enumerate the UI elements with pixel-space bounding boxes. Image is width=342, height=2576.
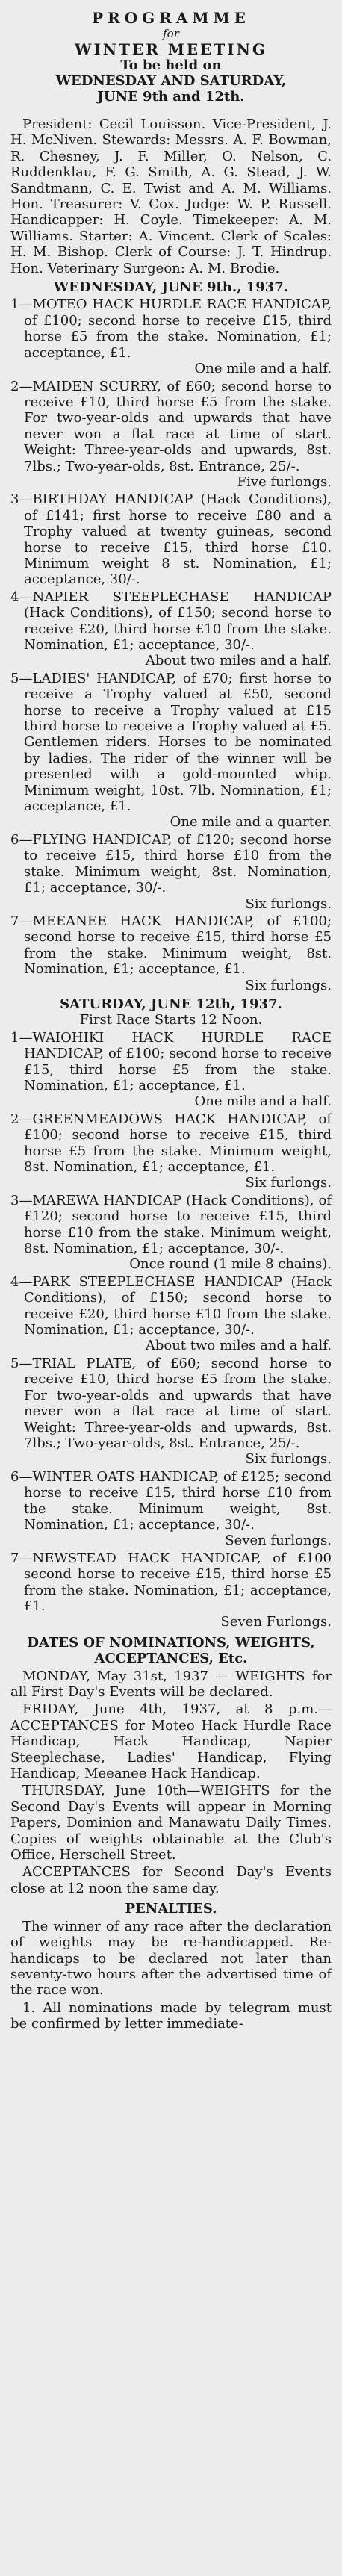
day2-race-1-distance: One mile and a half. — [194, 1093, 332, 1110]
penalties-paragraph-2: 1. All nominations made by telegram must be confirmed by letter immediate- — [10, 1999, 332, 2032]
nominations-paragraph-4: ACCEPTANCES for Second Day's Events close at 12 noon the same day. — [10, 1864, 332, 1896]
day2-race-7-distance: Seven Furlongs. — [220, 1614, 332, 1630]
nominations-paragraph-2: FRIDAY, June 4th, 1937, at 8 p.m.— ACCEPTANCES for Moteo Hack Hurdle Race Handicap, Hack Handicap, Napier Steeplechase, Ladies' Handicap, Flying Handicap, Meeanee Hack Handicap. — [10, 1701, 332, 1782]
day2-race-5-distance: Six furlongs. — [245, 1451, 332, 1468]
day1-race-7: 7—MEEANEE HACK HANDICAP, of £100; second horse to receive £15, third horse £5 from the stake. Minimum weight, 8st. Nomination, £1; acceptance, £1. — [10, 913, 332, 978]
meeting-days: WEDNESDAY AND SATURDAY, — [55, 73, 287, 89]
day1-race-5: 5—LADIES' HANDICAP, of £70; first horse to receive a Trophy valued at £50, second horse to receive a Trophy valued at £15 third horse to receive a Trophy valued at £5. Gentlemen riders. Horses to be nominated by ladies. The rider of the winner will be presented with a gold-mounted whip. Minimum weight, 10st. 7lb. Nomination, £1; acceptance, £1. — [10, 670, 332, 815]
day1-heading: WEDNESDAY, JUNE 9th., 1937. — [53, 279, 289, 296]
day2-race-4: 4—PARK STEEPLECHASE HANDICAP (Hack Conditions), of £150; second horse to receive £20, third horse £10 from the stake. Nomination, £1; acceptance, 30/-. — [10, 1273, 332, 1338]
day2-race-3-distance: Once round (1 mile 8 chains). — [129, 1256, 332, 1273]
for-line: for — [163, 27, 179, 40]
day2-race-list — [10, 1030, 332, 1630]
day2-race-7: 7—NEWSTEAD HACK HANDICAP, of £100 second horse to receive £15, third horse £5 from the stake. Nomination, £1; acceptance, £1. — [10, 1550, 332, 1614]
day1-race-4-distance: About two miles and a half. — [145, 653, 332, 669]
day2-race-6-distance: Seven furlongs. — [225, 1533, 332, 1549]
day1-race-6: 6—FLYING HANDICAP, of £120; second horse to receive £15, third horse £10 from the stake. Minimum weight, 8st. Nomination, £1; acceptance, 30/-. — [10, 831, 332, 896]
day2-race-2-distance: Six furlongs. — [245, 1175, 332, 1191]
penalties-heading: PENALTIES. — [125, 1901, 217, 1917]
day2-race-1: 1—WAIOHIKI HACK HURDLE RACE HANDICAP, of £100; second horse to receive £15, third horse £5 from the stake. Nomination, £1; acceptance, £1. — [10, 1029, 332, 1093]
meeting-dates: JUNE 9th and 12th. — [97, 89, 245, 105]
day1-race-list — [10, 297, 332, 993]
day1-race-1-distance: One mile and a half. — [194, 361, 332, 377]
day2-race-3: 3—MAREWA HANDICAP (Hack Conditions), of £120; second horse to receive £15, third horse £10 from the stake. Minimum weight, 8st. Nomination, £1; acceptance, 30/-. — [10, 1192, 332, 1257]
nominations-paragraph-3: THURSDAY, June 10th—WEIGHTS for the Second Day's Events will appear in Morning Papers, Dominion and Manawatu Daily Times. Copies of weights obtainable at the Club's Office, Herschell Street. — [10, 1783, 332, 1863]
day1-race-2: 2—MAIDEN SCURRY, of £60; second horse to receive £10, third horse £5 from the stake. For two-year-olds and upwards that have never won a flat race at time of start. Weight: Three-year-olds and upwards, 8st. 7lbs.; Two-year-olds, 8st. Entrance, 25/-. — [10, 378, 332, 474]
day2-race-2: 2—GREENMEADOWS HACK HANDICAP, of £100; second horse to receive £15, third horse £5 from the stake. Minimum weight, 8st. Nomination, £1; acceptance, £1. — [10, 1111, 332, 1175]
day1-race-7-distance: Six furlongs. — [245, 977, 332, 993]
day1-race-2-distance: Five furlongs. — [237, 474, 332, 490]
nominations-heading: DATES OF NOMINATIONS, WEIGHTS, ACCEPTANCES, Etc. — [27, 1634, 315, 1667]
day1-race-4: 4—NAPIER STEEPLECHASE HANDICAP (Hack Conditions), of £150; second horse to receive £20, third horse £10 from the stake. Nomination, £1; acceptance, 30/-. — [10, 589, 332, 653]
masthead: PROGRAMME — [92, 9, 250, 27]
meeting-title: WINTER MEETING — [74, 40, 268, 58]
day1-race-3: 3—BIRTHDAY HANDICAP (Hack Conditions), of £141; first horse to receive £80 and a Trophy valued at twenty guineas, second horse to receive £15, third horse £10. Minimum weight 8 st. Nomination, £1; acceptance, 30/-. — [10, 491, 332, 588]
first-race-time: First Race Starts 12 Noon. — [79, 1012, 263, 1028]
held-on-line: To be held on — [120, 58, 222, 73]
day2-race-4-distance: About two miles and a half. — [145, 1338, 332, 1354]
officials-paragraph: President: Cecil Louisson. Vice-President, J. H. McNiven. Stewards: Messrs. A. F. Bowman, R. Chesney, J. F. Miller, O. Nelson, C. Ruddenklau, F. G. Smith, A. G. Stead, J. W. Sandtmann, C. E. Twist and A. M. Williams. Hon. Treasurer: V. Cox. Judge: W. P. Russell. Handicapper: H. Coyle. Timekeeper: A. M. Williams. Starter: A. Vincent. Clerk of Scales: H. M. Bishop. Clerk of Course: J. T. Hindrup. Hon. Veterinary Surgeon: A. M. Brodie. — [10, 117, 332, 276]
penalties-paragraph-1: The winner of any race after the declaration of weights may be re-handicapped. Re-handicaps to be declared not later than seventy-two hours after the advertised time of the race won. — [10, 1918, 332, 1999]
nominations-paragraph-1: MONDAY, May 31st, 1937 — WEIGHTS for all First Day's Events will be declared. — [10, 1668, 332, 1700]
day2-race-5: 5—TRIAL PLATE, of £60; second horse to receive £10, third horse £5 from the stake. For two-year-olds and upwards that have never won a flat race at time of start. Weight: Three-year-olds and upwards, 8st. 7lbs.; Two-year-olds, 8st. Entrance, 25/-. — [10, 1355, 332, 1451]
day1-race-5-distance: One mile and a quarter. — [170, 814, 332, 831]
day2-heading: SATURDAY, JUNE 12th, 1937. — [60, 996, 282, 1012]
programme-header — [10, 10, 332, 105]
day1-race-1: 1—MOTEO HACK HURDLE RACE HANDICAP, of £100; second horse to receive £15, third horse £5 from the stake. Nomination, £1; acceptance, £1. — [10, 297, 332, 361]
day2-race-6: 6—WINTER OATS HANDICAP, of £125; second horse to receive £15, third horse £10 from the stake. Minimum weight, 8st. Nomination, £1; acceptance, 30/-. — [10, 1468, 332, 1533]
day1-race-6-distance: Six furlongs. — [245, 896, 332, 912]
